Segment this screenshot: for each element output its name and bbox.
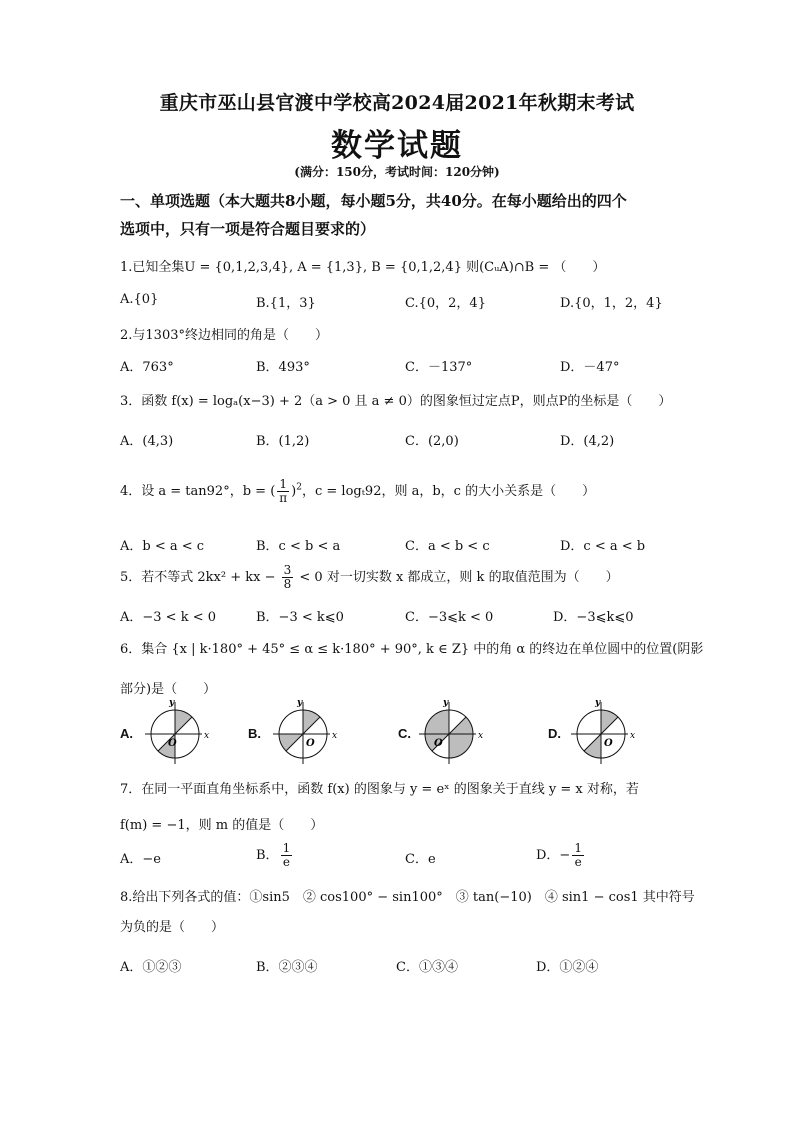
- exam-title: 重庆市巫山县官渡中学校高2024届2021年秋期末考试: [159, 92, 635, 114]
- q2-option-b: B．493°: [256, 360, 310, 375]
- section-heading-line2: 选项中，只有一项是符合题目要求的）: [120, 220, 376, 238]
- q7d-fraction: [572, 842, 584, 869]
- q3-option-a: A．(4,3): [120, 434, 174, 449]
- q6d-shade-third: [584, 734, 601, 758]
- q2-option-c: C．－137°: [405, 360, 473, 375]
- q6a-x-label: x: [204, 731, 210, 741]
- q5-option-d: D．−3⩽k⩽0: [553, 610, 634, 625]
- q4-stem-part1: 4．设 a = tan92°，b =: [120, 484, 271, 499]
- section-heading-line1: 一、单项选题（本大题共8小题，每小题5分，共40分。在每小题给出的四个: [120, 192, 627, 210]
- q4-option-c: C．a < b < c: [405, 539, 490, 554]
- q5-option-c: C．−3⩽k < 0: [405, 610, 494, 625]
- q7b-frac-num: 1: [282, 841, 291, 855]
- q7-option-d-prefix: D．−: [536, 848, 571, 863]
- q5-frac-den: 8: [283, 577, 292, 591]
- exam-info: (满分：150分，考试时间：120分钟): [294, 165, 500, 179]
- q4-frac-den: π: [279, 491, 288, 505]
- q6d-x-label: x: [630, 731, 636, 741]
- q1-option-c: C.{0，2，4}: [405, 296, 486, 311]
- q3-option-c: C．(2,0): [405, 434, 459, 449]
- q4-exponent: 2: [296, 482, 302, 493]
- q6d-origin-label: O: [604, 738, 613, 749]
- q6c-x-label: x: [478, 731, 484, 741]
- question-6-stem-line1: 6．集合 {x | k·180° + 45° ≤ α ≤ k·180° + 90°, k ∈ Z} 中的角 α 的终边在单位圆中的位置(阴影: [120, 642, 704, 657]
- q6-option-a-label: A.: [120, 726, 133, 741]
- q4-option-b: B．c < b < a: [256, 539, 341, 554]
- q8-option-b: B．②③④: [256, 960, 318, 975]
- q6-option-c-label: C.: [398, 726, 411, 741]
- question-4-stem: 4．设 a = tan92°，b = ( $\frac{1}{\pi}$ )$^2$，c = logₜ92，则 a，b，c 的大小关系是（ ）: [120, 477, 596, 505]
- q7-option-a: A．−e: [120, 852, 161, 867]
- q1-option-d: D.{0，1，2，4}: [560, 296, 663, 311]
- q6d-shade-first: [601, 710, 618, 734]
- q5-fraction: [282, 564, 294, 591]
- question-7-stem-line1: 7．在同一平面直角坐标系中，函数 f(x) 的图象与 y = eˣ 的图象关于直线 y = x 对称，若: [120, 782, 639, 797]
- q6c-shade-lower-right: [449, 717, 473, 758]
- q7d-frac-den: e: [574, 855, 582, 869]
- q7-option-b: [256, 842, 294, 869]
- question-8-stem-line1: 8.给出下列各式的值：①sin5 ② cos100° − sin100° ③ tan(−10) ④ sin1 − cos1 其中符号: [120, 890, 695, 905]
- q5-option-b: B．−3 < k⩽0: [256, 610, 344, 625]
- q6-option-d-label: D.: [548, 726, 561, 741]
- question-6-stem-line2: 部分)是（ ）: [120, 682, 217, 697]
- q6-figure-d: [566, 696, 636, 766]
- question-5-stem: [120, 564, 619, 591]
- q6c-y-label: y: [443, 698, 449, 708]
- q6b-shade-first: [303, 710, 320, 734]
- q5-stem-part2: < 0 对一切实数 x 都成立，则 k 的取值范围为（ ）: [295, 570, 619, 585]
- q8-option-d: D．①②④: [536, 960, 599, 975]
- exam-subject-title: 数学试题: [331, 128, 463, 164]
- q4-fraction: [277, 478, 289, 505]
- q5-option-a: A．−3 < k < 0: [120, 610, 217, 625]
- question-8-stem-line2: 为负的是（ ）: [120, 920, 225, 935]
- q8-option-a: A．①②③: [120, 960, 182, 975]
- question-1-stem: 1.已知全集U = {0,1,2,3,4}, A = {1,3}, B = {0,1,2,4} 则(CᵤA)∩B = （ ）: [120, 260, 606, 275]
- q5-stem-part1: 5．若不等式 2kx² + kx −: [120, 570, 280, 585]
- q6d-y-label: y: [595, 698, 601, 708]
- q6c-origin-label: O: [434, 738, 443, 749]
- q6-figure-c: [414, 696, 484, 766]
- q6b-shade-third: [279, 734, 303, 751]
- question-7-stem-line2: f(m) = −1，则 m 的值是（ ）: [120, 818, 324, 833]
- q3-option-d: D．(4,2): [560, 434, 615, 449]
- q4-option-a: A．b < a < c: [120, 539, 205, 554]
- q4-option-d: D．c < a < b: [560, 539, 646, 554]
- q2-option-d: D．－47°: [560, 360, 620, 375]
- q6a-y-label: y: [169, 698, 175, 708]
- question-3-stem: 3．函数 f(x) = logₐ(x−3) + 2（a > 0 且 a ≠ 0）的图象恒过定点P，则点P的坐标是（ ）: [120, 394, 672, 409]
- q6a-origin-label: O: [168, 738, 177, 749]
- q6a-shade-first: [175, 710, 192, 734]
- q6b-origin-label: O: [306, 738, 315, 749]
- q4-frac-num: 1: [277, 478, 289, 492]
- q7d-frac-num: 1: [574, 841, 582, 855]
- q1-option-b: B.{1，3}: [256, 296, 316, 311]
- q3-option-b: B．(1,2): [256, 434, 310, 449]
- q7-option-c: C．e: [405, 852, 436, 867]
- q7-option-d: [536, 842, 586, 869]
- question-2-stem: 2.与1303°终边相同的角是（ ）: [120, 328, 328, 343]
- q5-frac-num: 3: [283, 563, 292, 577]
- q6-figure-a: [140, 696, 210, 766]
- q8-option-c: C．①③④: [396, 960, 458, 975]
- q6-figure-b: [268, 696, 338, 766]
- q6b-x-label: x: [332, 731, 338, 741]
- q6b-y-label: y: [297, 698, 303, 708]
- q1-option-a: A.{0}: [120, 292, 159, 307]
- q4-stem-part2: ，c = logₜ92，则 a，b，c 的大小关系是（ ）: [301, 484, 596, 499]
- q7-option-b-prefix: B．: [256, 848, 279, 863]
- q2-option-a: A．763°: [120, 360, 174, 375]
- q7b-fraction: [281, 842, 293, 869]
- q7b-frac-den: e: [282, 855, 290, 869]
- q6-option-b-label: B.: [248, 726, 261, 741]
